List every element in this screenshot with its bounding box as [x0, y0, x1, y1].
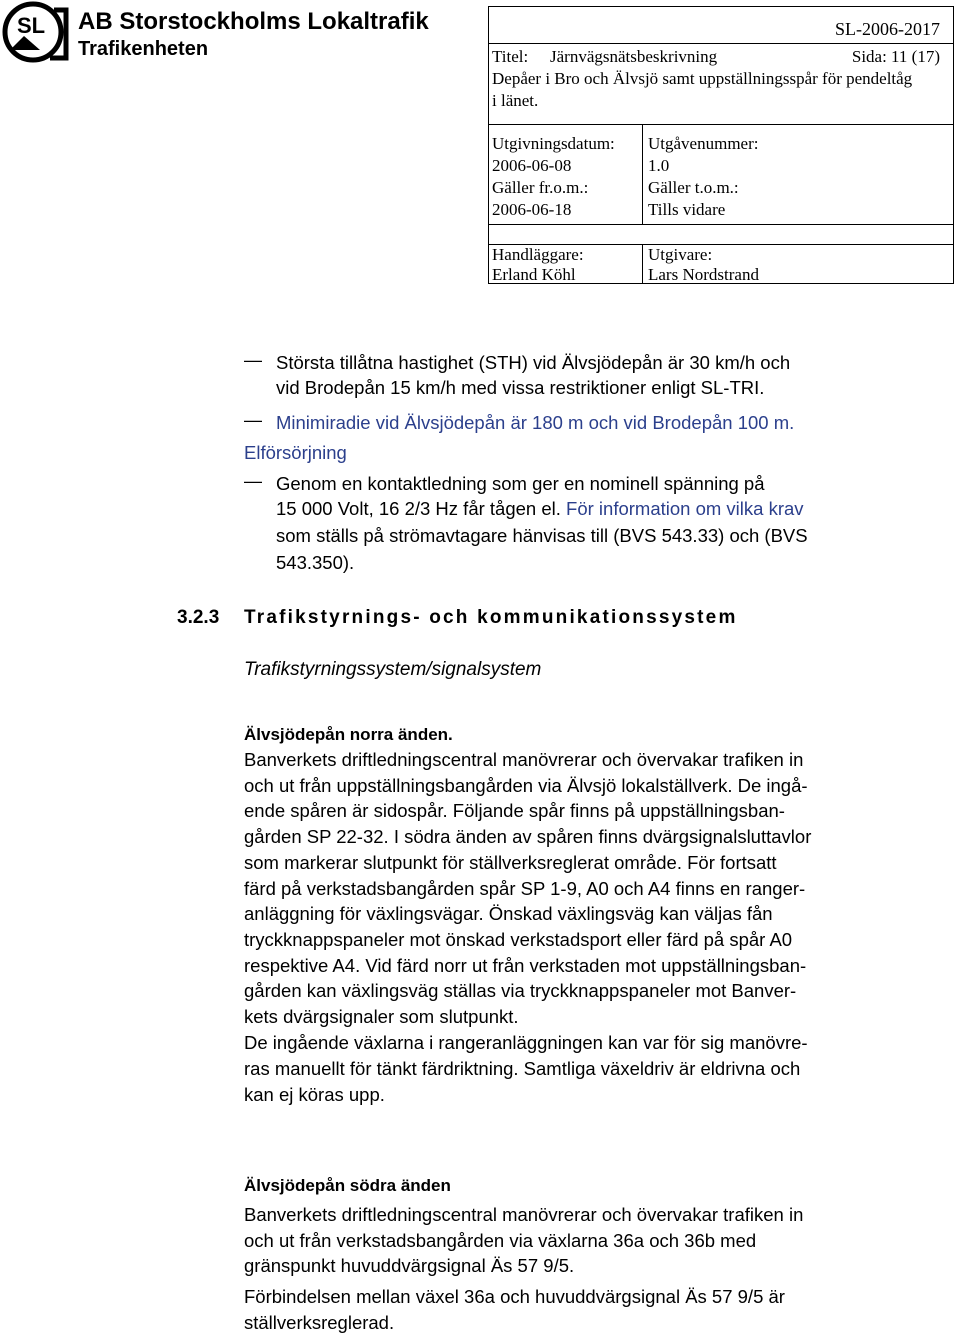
svg-text:SL: SL: [17, 13, 46, 38]
bullet-speed-line-1: Största tillåtna hastighet (STH) vid Älvsjödepån är 30 km/h och: [276, 352, 791, 373]
north-end-paragraph-2: [244, 1030, 808, 1108]
title-label: Titel:: [492, 47, 529, 66]
valid-from-label: Gäller fr.o.m.:: [492, 178, 589, 197]
issue-date-label: Utgivningsdatum:: [492, 134, 615, 153]
valid-to-label: Gäller t.o.m.:: [648, 178, 739, 197]
issue-date: 2006-06-08: [492, 156, 572, 175]
paragraph-line: De ingående växlarna i rangeranläggningen kan var för sig manövre-: [244, 1032, 808, 1053]
paragraph-line: ende spåren är sidospår. Följande spår finns på uppställningsban-: [244, 800, 785, 822]
paragraph-line: som markerar slutpunkt för ställverksreglerat område. För fortsatt: [244, 851, 777, 873]
valid-from: 2006-06-18: [492, 200, 572, 219]
paragraph-line: och ut från uppställningsbangården via Älvsjö lokalställverk. De ingå-: [244, 774, 808, 796]
bullet-radius: Minimiradie vid Älvsjödepån är 180 m och vid Brodepån 100 m.: [276, 412, 795, 433]
paragraph-line: anläggning för växlingsvägar. Önskad växlingsväg kan väljas fån: [244, 903, 773, 925]
bullet-power-line-2: [276, 496, 804, 521]
paragraph-line: Förbindelsen mellan växel 36a och huvuddvärgsignal Äs 57 9/5 är: [244, 1286, 785, 1307]
paragraph-line: ras manuellt för tänkt färdriktning. Samtliga växeldriv är eldrivna och: [244, 1058, 801, 1079]
bullet-dash: —: [244, 410, 262, 430]
version: 1.0: [648, 156, 670, 175]
paragraph-line: kets dvärgsignaler som slutpunkt.: [244, 1006, 519, 1028]
bullet-power-line-1: Genom en kontaktledning som ger en nominell spänning på: [276, 473, 765, 494]
publisher-label: Utgivare:: [648, 245, 713, 264]
department-name: Trafikenheten: [78, 38, 209, 60]
sl-logo: [0, 0, 70, 64]
subtitle-line-2: i länet.: [492, 91, 539, 110]
paragraph-line: och ut från verkstadsbangården via växlarna 36a och 36b med: [244, 1229, 757, 1251]
subsection-title: Trafikstyrningssystem/signalsystem: [244, 659, 542, 680]
page-number: Sida: 11 (17): [851, 47, 940, 66]
bullet-power-line-4: 543.350).: [276, 552, 355, 573]
handler: Erland Köhl: [492, 265, 576, 284]
paragraph-line: gården kan växlingsväg ställas via tryckknappspaneler mot Banver-: [244, 980, 797, 1002]
subtitle-line-1: Depåer i Bro och Älvsjö samt uppställningsspår för pendeltåg: [492, 69, 913, 88]
paragraph-line: tryckknappspaneler mot önskad verkstadsport eller färd på spår A0: [244, 928, 793, 950]
north-end-paragraph: [244, 747, 811, 1030]
paragraph-line: respektive A4. Vid färd norr ut från verkstaden mot uppställningsban-: [244, 954, 807, 976]
bullet-speed-line-2: vid Brodepån 15 km/h med vissa restriktioner enligt SL-TRI.: [276, 377, 765, 398]
version-label: Utgåvenummer:: [648, 134, 759, 153]
paragraph-line: färd på verkstadsbangården spår SP 1-9, A0 och A4 finns en ranger-: [244, 877, 806, 899]
bullet-power-line-2-part-2: För information om vilka krav: [566, 498, 804, 519]
paragraph-line: Banverkets driftledningscentral manövrerar och övervakar trafiken in: [244, 1204, 804, 1225]
north-end-heading: Älvsjödepån norra änden.: [244, 725, 453, 744]
paragraph-line: Banverkets driftledningscentral manövrerar och övervakar trafiken in: [244, 749, 804, 770]
power-heading: Elförsörjning: [244, 442, 347, 463]
paragraph-line: gränspunkt huvuddvärgsignal Äs 57 9/5.: [244, 1255, 575, 1276]
south-end-paragraph: [244, 1202, 803, 1279]
valid-to: Tills vidare: [648, 200, 726, 219]
document-header-table: [488, 6, 954, 284]
title-value: Järnvägsnätsbeskrivning: [550, 47, 718, 66]
bullet-dash: —: [244, 350, 262, 370]
bullet-power-line-3: som ställs på strömavtagare hänvisas till (BVS 543.33) och (BVS: [276, 525, 808, 546]
company-name: AB Storstockholms Lokaltrafik: [78, 8, 429, 35]
paragraph-line: gården SP 22-32. I södra änden av spåren finns dvärgsignalsluttavlor: [244, 826, 812, 848]
publisher: Lars Nordstrand: [648, 265, 759, 284]
handler-label: Handläggare:: [492, 245, 584, 264]
south-end-heading: Älvsjödepån södra änden: [244, 1176, 451, 1195]
bullet-power-line-2-part-1: 15 000 Volt, 16 2/3 Hz får tågen el.: [276, 498, 561, 519]
section-title: Trafikstyrnings- och kommunikationssystem: [244, 607, 738, 628]
south-end-paragraph-2: [244, 1284, 785, 1335]
section-number: 3.2.3: [177, 607, 220, 628]
bullet-dash: —: [244, 471, 262, 491]
document-id: SL-2006-2017: [835, 19, 940, 39]
paragraph-line: kan ej köras upp.: [244, 1084, 385, 1105]
paragraph-line: ställverksreglerad.: [244, 1311, 395, 1333]
